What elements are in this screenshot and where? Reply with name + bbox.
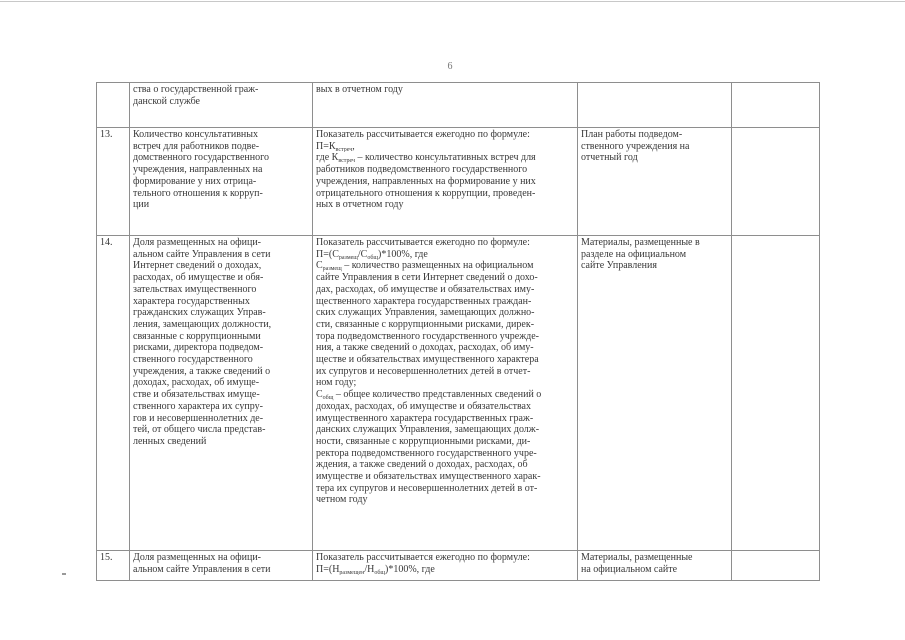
indicator-line: гражданских служащих Управ- [133, 307, 266, 319]
method-line: ректора подведомственного государственного учре- [316, 447, 537, 459]
method-line: Показатель рассчитывается ежегодно по формуле: [316, 237, 530, 248]
definition-subscript: размещ [322, 266, 342, 273]
method-line: имущественного характера государственных граж- [316, 412, 534, 424]
method-line: Показатель рассчитывается ежегодно по формуле: [316, 552, 530, 563]
indicator-line: формирование у них отрица- [133, 175, 257, 187]
method-line: работников подведомственного государственного [316, 164, 528, 176]
indicator-cell [130, 551, 313, 581]
method-line: щественного характера государственных граждан- [316, 295, 532, 307]
method-line: тера их супругов и несовершеннолетних детей в от- [316, 482, 538, 494]
method-line: данских служащих Управления, замещающих долж- [316, 424, 540, 436]
indicator-line: рисками, директора подведом- [133, 342, 264, 354]
method-cell [313, 128, 578, 236]
definition-line [316, 389, 574, 401]
method-cell [313, 83, 578, 128]
method-line: тора подведомственного государственного учрежде- [316, 330, 539, 342]
source-line: сайте Управления [581, 260, 657, 272]
method-line: ния, а также сведений о доходах, расходах, об иму- [316, 342, 534, 354]
definition-text: С [316, 389, 323, 401]
indicator-line: альном сайте Управления в сети [133, 563, 271, 575]
indicator-cell [130, 236, 313, 551]
method-line: ности, связанные с коррупционными рисками, ди- [316, 435, 531, 447]
indicator-line: ленных сведений [133, 435, 207, 447]
definition-text: – количество размещенных на официальном [341, 260, 534, 272]
method-cell [313, 551, 578, 581]
page-number: 6 [447, 61, 453, 72]
source-line: Материалы, размещенные в [581, 237, 700, 248]
definition-line [316, 260, 574, 272]
source-line: отчетный год [581, 152, 638, 164]
source-line: ственного учреждения на [581, 140, 690, 152]
indicator-line: учреждения, а также сведений о [133, 365, 271, 377]
source-line: разделе на официальном [581, 248, 687, 260]
method-line: ждения, а также сведений о доходах, расходах, об [316, 459, 528, 471]
source-cell [578, 128, 732, 236]
formula-subscript: размещ [338, 254, 358, 261]
formula-text: П=К [316, 140, 336, 152]
definition-subscript: встреч [338, 158, 355, 165]
indicator-line: Количество консультативных [133, 129, 258, 140]
formula-text: П=(С [316, 248, 339, 260]
method-line: четном году [316, 494, 368, 506]
method-cell [313, 236, 578, 551]
indicator-line: альном сайте Управления в сети [133, 248, 271, 260]
indicators-table [96, 82, 820, 581]
method-line: доходах, расходах, об имуществе и обязательствах [316, 400, 531, 412]
method-line: отрицательного отношения к коррупции, проведен- [316, 187, 536, 199]
method-line: вых в отчетном году [316, 84, 403, 95]
row-number: 14. [97, 236, 130, 551]
indicator-line: ства о государственной граж- [133, 84, 259, 95]
definition-text: – общее количество представленных сведений о [333, 389, 542, 401]
row-number: 15. [97, 551, 130, 581]
method-line: ных в отчетном году [316, 199, 404, 211]
extra-cell [732, 551, 820, 581]
table-row [97, 83, 820, 128]
formula-subscript: общ [374, 569, 386, 576]
extra-cell [732, 236, 820, 551]
source-line: Материалы, размещенные [581, 552, 693, 563]
method-line: ном году; [316, 377, 357, 389]
indicator-line: встреч для работников подве- [133, 140, 260, 152]
indicator-line: стве и обязательствах имуще- [133, 389, 260, 401]
formula-subscript: встреч [335, 146, 353, 153]
definition-text: где К [316, 152, 339, 164]
formula-text: )*100%, где [378, 248, 428, 260]
definition-text: – количество консультативных встреч для [355, 152, 536, 164]
method-line: сти, связанные с коррупционными рисками, дирек- [316, 318, 535, 330]
formula-line [316, 141, 574, 153]
indicator-line: ления, замещающих должности, [133, 318, 272, 330]
indicator-cell [130, 128, 313, 236]
indicator-line: зательствах имущественного [133, 283, 257, 295]
method-line: ских служащих Управления, замещающих должно- [316, 307, 535, 319]
margin-mark [62, 573, 66, 575]
formula-text: )*100%, где [385, 563, 435, 575]
indicator-line: тей, от общего числа представ- [133, 424, 266, 436]
indicator-line: доходах, расходах, об имуще- [133, 377, 260, 389]
indicator-line: расходах, об имуществе и обя- [133, 272, 264, 284]
indicator-line: Доля размещенных на офици- [133, 552, 262, 563]
indicator-line: связанные с коррупционными [133, 330, 261, 342]
formula-text: /Н [364, 563, 375, 575]
method-line: их супругов и несовершеннолетних детей в отчет- [316, 365, 531, 377]
method-line: ществе и обязательствах имущественного характера [316, 354, 539, 366]
method-line: дах, расходах, об имуществе и обязательствах иму- [316, 283, 535, 295]
table-row [97, 551, 820, 581]
indicator-line: домственного государственного [133, 152, 269, 164]
source-cell [578, 83, 732, 128]
formula-text: П=(Н [316, 563, 340, 575]
page-top-rule [0, 1, 905, 2]
formula-subscript: размещен [339, 569, 365, 576]
table-row [97, 128, 820, 236]
row-number [97, 83, 130, 128]
source-line: на официальном сайте [581, 563, 678, 575]
indicator-line: тельного отношения к корруп- [133, 187, 263, 199]
formula-line [316, 564, 574, 576]
formula-subscript: общ [367, 254, 379, 261]
source-cell [578, 236, 732, 551]
source-line: План работы подведом- [581, 129, 683, 140]
definition-subscript: общ [322, 395, 334, 401]
extra-cell [732, 83, 820, 128]
formula-text: /С [357, 248, 368, 260]
indicator-line: ственного характера их супру- [133, 400, 263, 412]
source-cell [578, 551, 732, 581]
indicator-line: гов и несовершеннолетних де- [133, 412, 264, 424]
method-line: Показатель рассчитывается ежегодно по формуле: [316, 129, 530, 140]
extra-cell [732, 128, 820, 236]
indicator-line: данской службе [133, 95, 200, 107]
definition-line [316, 152, 574, 164]
indicator-cell [130, 83, 313, 128]
method-line: сайте Управления в сети Интернет сведений о дохо- [316, 272, 538, 284]
row-number: 13. [97, 128, 130, 236]
formula-line [316, 249, 574, 261]
table-row [97, 236, 820, 551]
method-line: имуществе и обязательствах имущественного харак- [316, 471, 541, 483]
definition-text: С [316, 260, 323, 272]
formula-text: , [352, 140, 355, 152]
indicator-line: учреждения, направленных на [133, 164, 263, 176]
indicator-line: Интернет сведений о доходах, [133, 260, 262, 272]
indicator-line: Доля размещенных на офици- [133, 237, 262, 248]
indicator-line: ственного государственного [133, 354, 253, 366]
indicator-line: характера государственных [133, 295, 250, 307]
method-line: учреждения, направленных на формирование у них [316, 175, 536, 187]
indicator-line: ции [133, 199, 150, 211]
